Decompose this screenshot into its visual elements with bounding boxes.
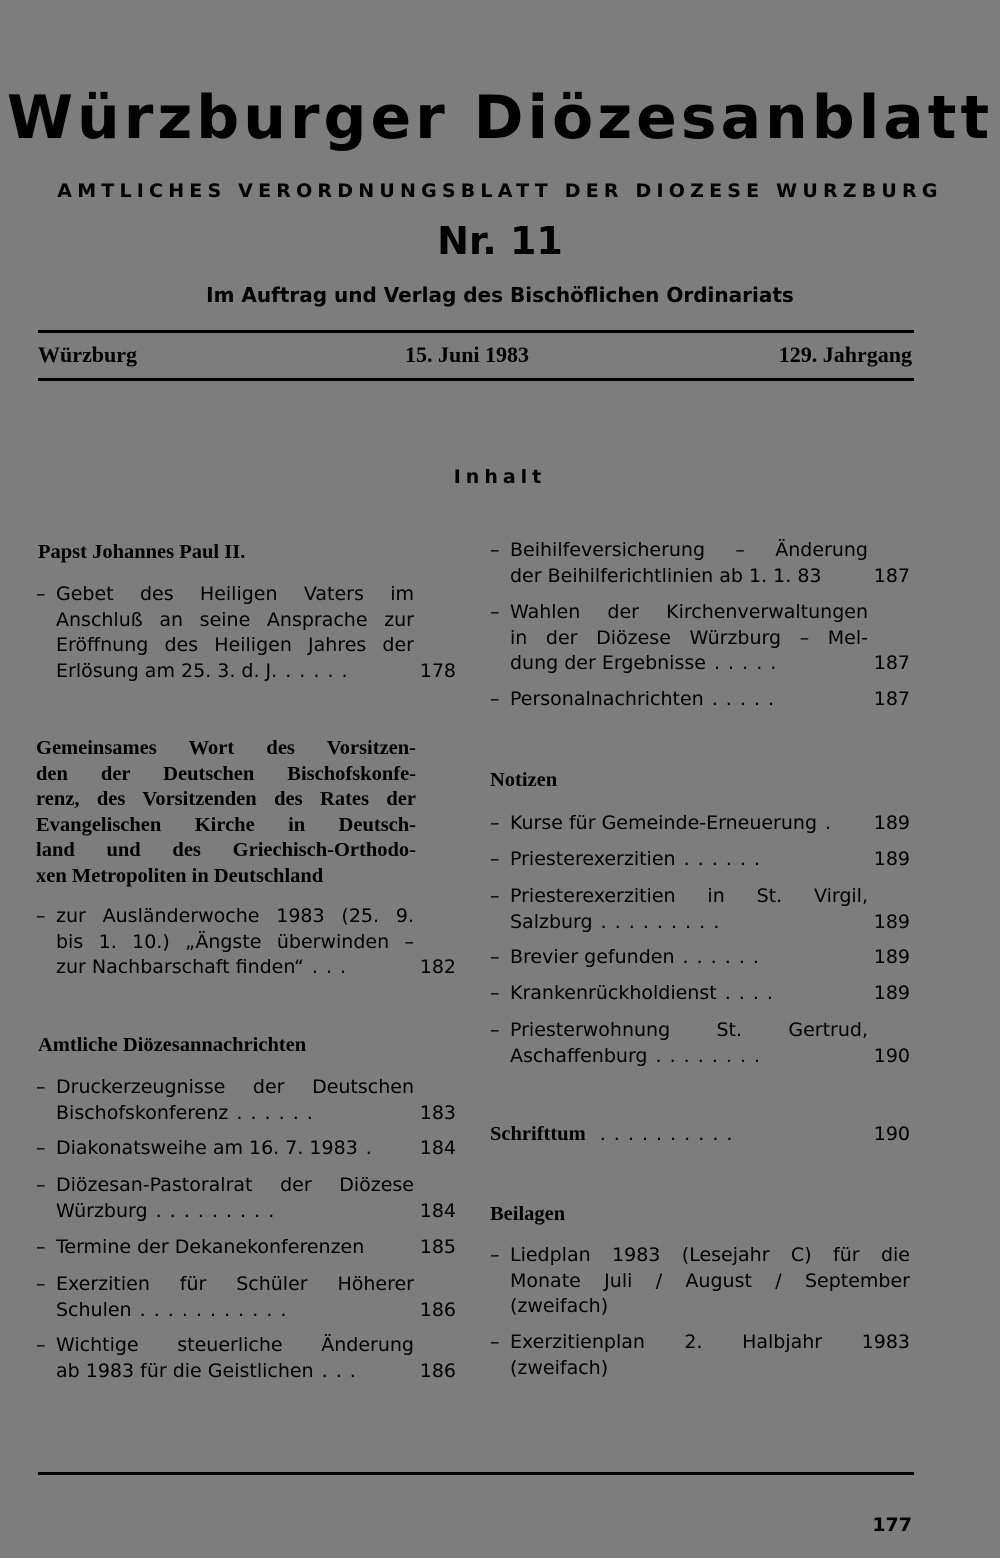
toc-entry-line: in der Diözese Würzburg – Mel- bbox=[510, 626, 868, 649]
toc-entry-last-line bbox=[56, 1235, 414, 1261]
bottom-rule bbox=[38, 1472, 914, 1475]
toc-entry-dash: – bbox=[490, 885, 500, 907]
toc-entry-page: 186 bbox=[419, 1359, 456, 1382]
toc-entry[interactable] bbox=[490, 945, 910, 971]
info-volume: 129. Jahrgang bbox=[778, 342, 912, 367]
toc-entry-leader: . . . . bbox=[724, 982, 774, 1004]
toc-entry-text bbox=[510, 1018, 868, 1069]
toc-entry[interactable] bbox=[36, 1136, 456, 1162]
toc-entry-leader: . . . . . . . . bbox=[655, 1044, 762, 1067]
toc-entry-text bbox=[510, 600, 868, 677]
toc-entry[interactable] bbox=[490, 811, 910, 837]
schrifttum-leader: . . . . . . . . . . bbox=[599, 1123, 734, 1145]
toc-entry-dash: – bbox=[490, 601, 500, 623]
toc-entry-dash: – bbox=[490, 1331, 500, 1353]
toc-entry-last-text: Schulen bbox=[56, 1298, 132, 1321]
toc-heading: Inhalt bbox=[453, 466, 547, 488]
schrifttum-entry[interactable] bbox=[490, 1122, 910, 1148]
toc-entry-text bbox=[56, 1173, 414, 1224]
toc-entry[interactable] bbox=[490, 600, 910, 677]
toc-entry-dash: – bbox=[490, 982, 500, 1004]
toc-entry-leader: . . . . . bbox=[713, 652, 778, 674]
toc-entry-last-line bbox=[56, 1136, 414, 1162]
toc-entry-page: 187 bbox=[873, 652, 910, 674]
section-title-gemeinsames-wort bbox=[36, 736, 416, 889]
section-title-line: xen Metropoliten in Deutschland bbox=[36, 864, 324, 887]
toc-entry-leader: . . . bbox=[311, 956, 348, 978]
toc-entry-text bbox=[56, 582, 414, 684]
toc-entry[interactable] bbox=[36, 1333, 456, 1384]
toc-entry-leader: . . . . . bbox=[285, 659, 349, 682]
toc-entry-line: Liedplan 1983 (Lesejahr C) für die bbox=[510, 1244, 910, 1266]
toc-entry-text bbox=[510, 847, 868, 873]
toc-entry-page: 190 bbox=[873, 1044, 910, 1067]
toc-entry[interactable] bbox=[490, 1018, 910, 1069]
toc-entry-page: 189 bbox=[873, 910, 910, 933]
toc-entry-page: 183 bbox=[419, 1101, 456, 1124]
page-number: 177 bbox=[872, 1514, 912, 1536]
toc-entry-last-line bbox=[56, 659, 414, 685]
section-title-notizen: Notizen bbox=[490, 769, 558, 791]
info-date: 15. Juni 1983 bbox=[404, 342, 530, 367]
toc-entry-page: 186 bbox=[419, 1298, 456, 1321]
toc-entry-last-text: ab 1983 für die Geistlichen bbox=[56, 1359, 314, 1382]
toc-entry-page: 189 bbox=[873, 946, 910, 968]
toc-entry-leader: . bbox=[365, 1137, 373, 1159]
toc-entry-last-text: Priesterexerzitien bbox=[510, 848, 676, 870]
toc-entry-last-line bbox=[510, 1356, 910, 1382]
toc-entry-line: Diözesan-Pastoralrat der Diözese bbox=[56, 1174, 414, 1196]
toc-entry-last-text: der Beihilferichtlinien ab 1. 1. 83 bbox=[510, 564, 822, 587]
toc-entry-leader: . . . . . . bbox=[682, 946, 760, 968]
toc-entry[interactable] bbox=[490, 884, 910, 935]
toc-entry[interactable] bbox=[36, 582, 456, 684]
toc-entry-text bbox=[56, 904, 414, 981]
section-title-papst: Papst Johannes Paul II. bbox=[38, 541, 246, 563]
toc-entry-page: 187 bbox=[873, 564, 910, 587]
toc-entry-dash: – bbox=[490, 1019, 500, 1041]
toc-entry-text bbox=[56, 1136, 414, 1162]
left-column bbox=[36, 0, 456, 1558]
toc-entry-last-line bbox=[510, 564, 868, 590]
section-title-amtliche: Amtliche Diözesannachrichten bbox=[38, 1034, 307, 1056]
toc-entry[interactable] bbox=[490, 538, 910, 589]
toc-entry-last-line bbox=[56, 1199, 414, 1225]
toc-entry-last-text: Personalnachrichten bbox=[510, 688, 704, 710]
section-title-line: land und des Griechisch-Orthodo- bbox=[36, 839, 416, 861]
toc-entry-dash: – bbox=[36, 1334, 46, 1356]
toc-entry-last-line bbox=[510, 811, 868, 837]
toc-entry[interactable] bbox=[490, 687, 910, 713]
toc-entry-text bbox=[56, 1272, 414, 1323]
toc-entry-last-text: Erlösung am 25. 3. d. J. bbox=[56, 659, 278, 682]
toc-entry[interactable] bbox=[490, 847, 910, 873]
toc-entry-last-line bbox=[56, 1101, 414, 1127]
toc-entry-last-text: (zweifach) bbox=[510, 1356, 609, 1379]
toc-entry-text bbox=[510, 538, 868, 589]
toc-entry[interactable] bbox=[490, 1243, 910, 1320]
toc-entry-dash: – bbox=[490, 688, 500, 710]
toc-entry-leader: . . . . . bbox=[711, 688, 776, 710]
toc-entry[interactable] bbox=[36, 1173, 456, 1224]
section-title-beilagen: Beilagen bbox=[490, 1203, 566, 1225]
toc-entry-page: 184 bbox=[419, 1199, 456, 1222]
toc-entry-text bbox=[510, 687, 868, 713]
toc-entry-text bbox=[510, 1243, 910, 1320]
toc-entry-dash: – bbox=[36, 1236, 46, 1258]
toc-entry-dash: – bbox=[36, 1273, 46, 1295]
toc-entry[interactable] bbox=[36, 1272, 456, 1323]
toc-entry-leader: . . . . . . . . . . . bbox=[139, 1298, 288, 1321]
toc-entry-line: Anschluß an seine Ansprache zur bbox=[56, 608, 414, 631]
toc-entry-line: Gebet des Heiligen Vaters im bbox=[56, 583, 414, 605]
toc-entry-last-line bbox=[56, 1359, 414, 1385]
toc-entry-last-text: Würzburg bbox=[56, 1199, 148, 1222]
toc-entry-text bbox=[510, 981, 868, 1007]
toc-entry-text bbox=[56, 1235, 414, 1261]
toc-entry-page: 189 bbox=[873, 848, 910, 870]
toc-entry-dash: – bbox=[36, 1137, 46, 1159]
masthead-subtitle: AMTLICHES VERORDNUNGSBLATT DER DIOZESE WURZBURG bbox=[57, 180, 943, 202]
toc-entry-last-text: Kurse für Gemeinde-Erneuerung bbox=[510, 812, 818, 834]
toc-entry-leader: . bbox=[825, 812, 833, 834]
toc-entry-last-text: Brevier gefunden bbox=[510, 946, 675, 968]
schrifttum-page: 190 bbox=[873, 1123, 910, 1145]
toc-entry-last-line bbox=[510, 651, 868, 677]
toc-entry-last-text: Salzburg bbox=[510, 910, 593, 933]
toc-entry-last-text: Aschaffenburg bbox=[510, 1044, 648, 1067]
toc-entry-page: 189 bbox=[873, 982, 910, 1004]
toc-entry-dash: – bbox=[490, 812, 500, 834]
section-title-line: Evangelischen Kirche in Deutsch- bbox=[36, 813, 416, 836]
toc-entry-dash: – bbox=[490, 539, 500, 561]
toc-entry-leader: . . . . . . bbox=[236, 1101, 314, 1124]
section-title-line: renz, des Vorsitzenden des Rates der bbox=[36, 788, 416, 810]
toc-entry-line: Beihilfeversicherung – Änderung bbox=[510, 539, 868, 561]
toc-entry-last-text: dung der Ergebnisse bbox=[510, 652, 706, 674]
toc-entry-last-text: Termine der Dekanekonferenzen bbox=[56, 1236, 365, 1258]
toc-entry-page: 182 bbox=[419, 956, 456, 978]
toc-entry-last-line bbox=[56, 1298, 414, 1324]
toc-entry-dash: – bbox=[36, 1174, 46, 1196]
toc-entry-leader: . . . bbox=[321, 1359, 357, 1382]
info-place: Würzburg bbox=[38, 342, 137, 367]
toc-entry[interactable] bbox=[490, 981, 910, 1007]
toc-entry-dash: – bbox=[490, 946, 500, 968]
toc-entry-dash: – bbox=[36, 583, 46, 605]
toc-entry-last-line bbox=[510, 945, 868, 971]
toc-entry-dash: – bbox=[490, 848, 500, 870]
toc-entry-line: Monate Juli / August / September bbox=[510, 1269, 910, 1292]
toc-entry-last-line bbox=[510, 1044, 868, 1070]
toc-entry-page: 185 bbox=[419, 1236, 456, 1258]
toc-entry-page: 187 bbox=[873, 688, 910, 710]
toc-entry[interactable] bbox=[36, 1075, 456, 1126]
toc-entry-line: Druckerzeugnisse der Deutschen bbox=[56, 1076, 414, 1098]
section-title-schrifttum: Schrifttum bbox=[490, 1123, 586, 1145]
toc-entry-last-line bbox=[510, 910, 868, 936]
toc-entry-line: bis 1. 10.) „Ängste überwinden – bbox=[56, 930, 414, 953]
toc-entry-text bbox=[510, 884, 868, 935]
toc-entry-last-line bbox=[510, 687, 868, 713]
toc-entry-last-text: (zweifach) bbox=[510, 1295, 609, 1317]
toc-entry-leader: . . . . . . bbox=[683, 848, 762, 870]
toc-entry-last-text: zur Nachbarschaft finden“ bbox=[56, 956, 304, 978]
section-title-line: Gemeinsames Wort des Vorsitzen- bbox=[36, 737, 416, 759]
toc-entry-page: 189 bbox=[873, 812, 910, 834]
toc-entry-dash: – bbox=[490, 1244, 500, 1266]
toc-entry-line: Priesterexerzitien in St. Virgil, bbox=[510, 885, 868, 907]
toc-entry-dash: – bbox=[36, 1076, 46, 1098]
toc-entry-line: Exerzitienplan 2. Halbjahr 1983 bbox=[510, 1331, 910, 1353]
issue-number: Nr. 11 bbox=[437, 219, 563, 263]
toc-entry-text bbox=[510, 1330, 910, 1381]
toc-entry-last-text: Krankenrückholdienst bbox=[510, 982, 717, 1004]
toc-entry-last-line bbox=[510, 1294, 910, 1320]
toc-entry-line: Exerzitien für Schüler Höherer bbox=[56, 1273, 414, 1295]
toc-entry-last-line bbox=[510, 847, 868, 873]
toc-entry-last-line bbox=[510, 981, 868, 1007]
publisher-line: Im Auftrag und Verlag des Bischöflichen Ordinariats bbox=[206, 283, 794, 307]
toc-entry-leader: . . . . . . . . . bbox=[155, 1199, 276, 1222]
toc-entry-text bbox=[56, 1333, 414, 1384]
toc-entry[interactable] bbox=[36, 1235, 456, 1261]
toc-entry-leader: . . . . . . . . . bbox=[600, 910, 721, 933]
toc-entry-last-text: Diakonatsweihe am 16. 7. 1983 bbox=[56, 1137, 358, 1159]
toc-entry-line: Wahlen der Kirchenverwaltungen bbox=[510, 601, 868, 623]
toc-entry-line: Eröffnung des Heiligen Jahres der bbox=[56, 634, 414, 656]
toc-entry-line: zur Ausländerwoche 1983 (25. 9. bbox=[56, 905, 414, 927]
toc-entry-line: Priesterwohnung St. Gertrud, bbox=[510, 1019, 868, 1041]
toc-entry-dash: – bbox=[36, 905, 46, 927]
toc-entry-page: 178 bbox=[419, 659, 456, 682]
toc-entry-line: Wichtige steuerliche Änderung bbox=[56, 1334, 414, 1356]
toc-entry[interactable] bbox=[490, 1330, 910, 1381]
masthead-title: Würzburger Diözesanblatt bbox=[6, 83, 994, 153]
right-column bbox=[490, 0, 912, 1558]
toc-entry-page: 184 bbox=[419, 1137, 456, 1159]
toc-entry-text bbox=[510, 811, 868, 837]
toc-entry-text bbox=[56, 1075, 414, 1126]
toc-entry-text bbox=[510, 945, 868, 971]
toc-entry[interactable] bbox=[36, 904, 456, 981]
toc-entry-last-text: Bischofskonferenz bbox=[56, 1101, 229, 1124]
toc-entry-last-line bbox=[56, 955, 414, 981]
section-title-line: den der Deutschen Bischofskonfe- bbox=[36, 762, 416, 785]
